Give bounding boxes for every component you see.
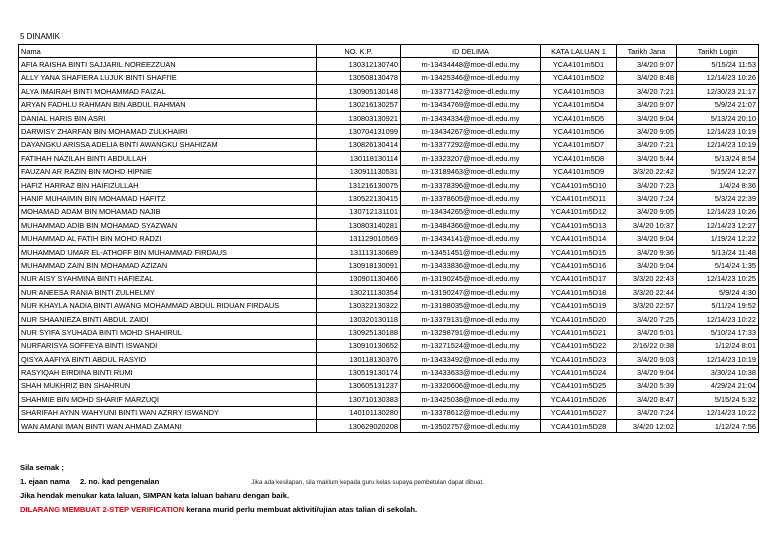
cell-id-delima: m-13434267@moe-dl.edu.my <box>401 125 541 138</box>
table-row <box>19 406 759 419</box>
student-table <box>18 44 759 433</box>
cell-no-kp: 130118130114 <box>317 152 401 165</box>
cell-no-kp: 130519130174 <box>317 366 401 379</box>
cell-tarikh-jana: 3/4/20 9:36 <box>617 245 677 258</box>
cell-id-delima: m-13434141@moe-dl.edu.my <box>401 232 541 245</box>
warning-2step: DILARANG MEMBUAT 2-STEP VERIFICATION <box>20 505 185 514</box>
table-row <box>19 232 759 245</box>
table-row <box>19 259 759 272</box>
notes-section <box>20 461 760 517</box>
table-row <box>19 245 759 258</box>
cell-tarikh-jana: 3/3/20 22:42 <box>617 165 677 178</box>
cell-nama: NUR AISY SYAHMINA BINTI HAFIEZAL <box>19 272 317 285</box>
cell-nama: NUR SHAANIEZA BINTI ABDUL ZAIDI <box>19 312 317 325</box>
cell-no-kp: 130918130091 <box>317 259 401 272</box>
cell-no-kp: 131216130075 <box>317 178 401 191</box>
cell-id-delima: m-13190247@moe-dl.edu.my <box>401 286 541 299</box>
cell-kata-laluan: YCA4101m5D16 <box>541 259 617 272</box>
cell-no-kp: 130901130466 <box>317 272 401 285</box>
cell-tarikh-login: 1/12/24 7:56 <box>677 419 759 432</box>
table-row <box>19 125 759 138</box>
cell-no-kp: 130508130478 <box>317 71 401 84</box>
cell-tarikh-login: 12/14/23 10:26 <box>677 205 759 218</box>
cell-id-delima: m-13378605@moe-dl.edu.my <box>401 192 541 205</box>
table-row <box>19 312 759 325</box>
cell-no-kp: 130803140281 <box>317 219 401 232</box>
cell-tarikh-login: 12/14/23 10:19 <box>677 352 759 365</box>
cell-no-kp: 131113130689 <box>317 245 401 258</box>
cell-tarikh-jana: 3/3/20 22:44 <box>617 286 677 299</box>
table-row <box>19 339 759 352</box>
cell-kata-laluan: YCA4101m5D19 <box>541 299 617 312</box>
cell-kata-laluan: YCA4101m5D2 <box>541 71 617 84</box>
table-row <box>19 219 759 232</box>
cell-id-delima: m-13377292@moe-dl.edu.my <box>401 138 541 151</box>
check-heading: Sila semak ; <box>20 463 64 472</box>
cell-nama: MUHAMMAD UMAR EL-ATHOFF BIN MUHAMMAD FIRDAUS <box>19 245 317 258</box>
cell-no-kp: 130905130148 <box>317 85 401 98</box>
cell-nama: SHAHMIE BIN MOHD SHARIF MARZUQI <box>19 393 317 406</box>
table-row <box>19 272 759 285</box>
cell-kata-laluan: YCA4101m5D14 <box>541 232 617 245</box>
cell-tarikh-jana: 3/4/20 9:05 <box>617 125 677 138</box>
table-row <box>19 111 759 124</box>
cell-id-delima: m-13323207@moe-dl.edu.my <box>401 152 541 165</box>
cell-nama: DARWISY ZHARFAN BIN MOHAMAD ZULKHAIRI <box>19 125 317 138</box>
header-no-kp: NO. K.P. <box>317 45 401 58</box>
table-row <box>19 58 759 71</box>
cell-tarikh-login: 12/14/23 10:25 <box>677 272 759 285</box>
cell-kata-laluan: YCA4101m5D10 <box>541 178 617 191</box>
cell-tarikh-login: 5/10/24 17:33 <box>677 326 759 339</box>
cell-tarikh-jana: 3/4/20 7:21 <box>617 138 677 151</box>
cell-tarikh-login: 5/14/24 1:35 <box>677 259 759 272</box>
cell-kata-laluan: YCA4101m5D27 <box>541 406 617 419</box>
cell-kata-laluan: YCA4101m5D9 <box>541 165 617 178</box>
cell-id-delima: m-13320606@moe-dl.edu.my <box>401 379 541 392</box>
cell-kata-laluan: YCA4101m5D11 <box>541 192 617 205</box>
cell-kata-laluan: YCA4101m5D26 <box>541 393 617 406</box>
cell-kata-laluan: YCA4101m5D15 <box>541 245 617 258</box>
cell-no-kp: 130211130354 <box>317 286 401 299</box>
cell-tarikh-jana: 2/16/22 0:38 <box>617 339 677 352</box>
cell-tarikh-jana: 3/4/20 7:25 <box>617 312 677 325</box>
cell-id-delima: m-13433836@moe-dl.edu.my <box>401 259 541 272</box>
cell-id-delima: m-13378612@moe-dl.edu.my <box>401 406 541 419</box>
cell-tarikh-login: 1/4/24 8:36 <box>677 178 759 191</box>
header-id-delima: ID DELIMA <box>401 45 541 58</box>
cell-nama: ALLY YANA SHAFIERA LUJUK BINTI SHAFI'IE <box>19 71 317 84</box>
check-item-name: 1. ejaan nama <box>20 477 70 486</box>
cell-tarikh-login: 5/13/24 20:10 <box>677 111 759 124</box>
table-row <box>19 152 759 165</box>
cell-tarikh-login: 5/13/24 11:48 <box>677 245 759 258</box>
cell-tarikh-jana: 3/4/20 9:04 <box>617 232 677 245</box>
class-title: 5 DINAMIK <box>20 32 61 41</box>
cell-nama: AFIA RAISHA BINTI SAJJARIL NOREEZZUAN <box>19 58 317 71</box>
cell-tarikh-jana: 3/4/20 7:21 <box>617 85 677 98</box>
cell-nama: NUR ANEESA RANIA BINTI ZULHELMY <box>19 286 317 299</box>
cell-nama: NUR KHAYLA NADIA BINTI AWANG MOHAMMAD ABDUL RIDUAN FIRDAUS <box>19 299 317 312</box>
cell-no-kp: 130826130414 <box>317 138 401 151</box>
cell-tarikh-jana: 3/4/20 12:02 <box>617 419 677 432</box>
cell-id-delima: m-13190245@moe-dl.edu.my <box>401 272 541 285</box>
cell-id-delima: m-13433633@moe-dl.edu.my <box>401 366 541 379</box>
table-row <box>19 379 759 392</box>
cell-kata-laluan: YCA4101m5D17 <box>541 272 617 285</box>
cell-id-delima: m-13377142@moe-dl.edu.my <box>401 85 541 98</box>
cell-tarikh-login: 4/29/24 21:04 <box>677 379 759 392</box>
cell-no-kp: 130118130376 <box>317 352 401 365</box>
table-row <box>19 178 759 191</box>
cell-tarikh-login: 12/14/23 10:26 <box>677 71 759 84</box>
cell-nama: QISYA AAFIYA BINTI ABDUL RASYID <box>19 352 317 365</box>
cell-tarikh-jana: 3/4/20 9:07 <box>617 58 677 71</box>
cell-id-delima: m-13484366@moe-dl.edu.my <box>401 219 541 232</box>
table-row <box>19 205 759 218</box>
cell-id-delima: m-13425038@moe-dl.edu.my <box>401 393 541 406</box>
cell-tarikh-login: 1/19/24 12:22 <box>677 232 759 245</box>
cell-no-kp: 130803130921 <box>317 111 401 124</box>
cell-no-kp: 130320130118 <box>317 312 401 325</box>
cell-tarikh-login: 5/13/24 8:54 <box>677 152 759 165</box>
cell-nama: MOHAMAD ADAM BIN MOHAMAD NAJIB <box>19 205 317 218</box>
cell-tarikh-login: 5/9/24 4:30 <box>677 286 759 299</box>
cell-kata-laluan: YCA4101m5D7 <box>541 138 617 151</box>
cell-kata-laluan: YCA4101m5D8 <box>541 152 617 165</box>
cell-tarikh-login: 12/14/23 10:22 <box>677 312 759 325</box>
table-row <box>19 192 759 205</box>
table-row <box>19 71 759 84</box>
cell-id-delima: m-13433492@moe-dl.edu.my <box>401 352 541 365</box>
cell-tarikh-login: 12/14/23 10:19 <box>677 138 759 151</box>
cell-no-kp: 140101130280 <box>317 406 401 419</box>
table-header-row <box>19 45 759 58</box>
cell-nama: SHAH MUKHRIZ BIN SHAHRUN <box>19 379 317 392</box>
header-tarikh-login: Tarikh Login <box>677 45 759 58</box>
cell-tarikh-jana: 3/4/20 9:04 <box>617 259 677 272</box>
cell-kata-laluan: YCA4101m5D25 <box>541 379 617 392</box>
table-row <box>19 352 759 365</box>
header-nama: Nama <box>19 45 317 58</box>
cell-id-delima: m-13271524@moe-dl.edu.my <box>401 339 541 352</box>
student-account-sheet <box>18 30 768 433</box>
cell-tarikh-jana: 3/4/20 7:24 <box>617 192 677 205</box>
password-note: Jika hendak menukar kata laluan, SIMPAN kata laluan baharu dengan baik. <box>20 491 290 500</box>
cell-kata-laluan: YCA4101m5D5 <box>541 111 617 124</box>
cell-no-kp: 130925130188 <box>317 326 401 339</box>
cell-tarikh-login: 3/30/24 10:38 <box>677 366 759 379</box>
table-row <box>19 393 759 406</box>
cell-tarikh-login: 5/11/24 19:52 <box>677 299 759 312</box>
table-row <box>19 326 759 339</box>
cell-tarikh-login: 12/14/23 12:27 <box>677 219 759 232</box>
cell-no-kp: 131129010569 <box>317 232 401 245</box>
cell-no-kp: 130910130652 <box>317 339 401 352</box>
cell-id-delima: m-13434334@moe-dl.edu.my <box>401 111 541 124</box>
cell-tarikh-login: 12/30/23 21:17 <box>677 85 759 98</box>
cell-nama: WAN AMANI IMAN BINTI WAN AHMAD ZAMANI <box>19 419 317 432</box>
cell-kata-laluan: YCA4101m5D20 <box>541 312 617 325</box>
cell-tarikh-jana: 3/4/20 9:04 <box>617 111 677 124</box>
cell-id-delima: m-13298791@moe-dl.edu.my <box>401 326 541 339</box>
table-row <box>19 138 759 151</box>
header-kata-laluan: KATA LALUAN 1 <box>541 45 617 58</box>
cell-kata-laluan: YCA4101m5D1 <box>541 58 617 71</box>
cell-no-kp: 130312130740 <box>317 58 401 71</box>
header-tarikh-jana: Tarikh Jana <box>617 45 677 58</box>
cell-kata-laluan: YCA4101m5D22 <box>541 339 617 352</box>
cell-kata-laluan: YCA4101m5D23 <box>541 352 617 365</box>
cell-tarikh-login: 5/15/24 11:53 <box>677 58 759 71</box>
cell-tarikh-jana: 3/3/20 22:57 <box>617 299 677 312</box>
cell-nama: HANIF MUHAIMIN BIN MOHAMAD HAFITZ <box>19 192 317 205</box>
cell-id-delima: m-13379131@moe-dl.edu.my <box>401 312 541 325</box>
table-row <box>19 165 759 178</box>
cell-kata-laluan: YCA4101m5D12 <box>541 205 617 218</box>
cell-nama: DANIAL HARIS BIN ASRI <box>19 111 317 124</box>
cell-tarikh-jana: 3/4/20 9:04 <box>617 366 677 379</box>
table-row <box>19 85 759 98</box>
cell-no-kp: 130911130531 <box>317 165 401 178</box>
cell-nama: MUHAMMAD ZAIN BIN MOHAMAD AZIZAN <box>19 259 317 272</box>
cell-no-kp: 130629020208 <box>317 419 401 432</box>
cell-id-delima: m-13451451@moe-dl.edu.my <box>401 245 541 258</box>
cell-nama: ARYAN FADHLU RAHMAN BIN ABDUL RAHMAN <box>19 98 317 111</box>
check-item-ic: 2. no. kad pengenalan <box>79 477 160 486</box>
cell-tarikh-login: 12/14/23 10:22 <box>677 406 759 419</box>
cell-tarikh-jana: 3/3/20 22:43 <box>617 272 677 285</box>
cell-no-kp: 130605131237 <box>317 379 401 392</box>
cell-kata-laluan: YCA4101m5D3 <box>541 85 617 98</box>
cell-nama: DAYANGKU ARISSA ADELIA BINTI AWANGKU SHAHIZAM <box>19 138 317 151</box>
cell-tarikh-login: 5/3/24 22:39 <box>677 192 759 205</box>
cell-id-delima: m-13434448@moe-dl.edu.my <box>401 58 541 71</box>
cell-kata-laluan: YCA4101m5D21 <box>541 326 617 339</box>
cell-kata-laluan: YCA4101m5D4 <box>541 98 617 111</box>
cell-no-kp: 130322130322 <box>317 299 401 312</box>
table-row <box>19 98 759 111</box>
cell-tarikh-login: 12/14/23 10:19 <box>677 125 759 138</box>
cell-kata-laluan: YCA4101m5D6 <box>541 125 617 138</box>
cell-nama: NURFARISYA SOFFEYA BINTI ISWANDI <box>19 339 317 352</box>
cell-no-kp: 130710130383 <box>317 393 401 406</box>
cell-nama: FAUZAN AR RAZIN BIN MOHD HIPNIE <box>19 165 317 178</box>
check-items <box>20 475 760 489</box>
cell-tarikh-jana: 3/4/20 9:05 <box>617 205 677 218</box>
cell-no-kp: 130704131099 <box>317 125 401 138</box>
cell-kata-laluan: YCA4101m5D28 <box>541 419 617 432</box>
cell-tarikh-jana: 3/4/20 5:39 <box>617 379 677 392</box>
cell-nama: FATIHAH NAZILAH BINTI ABDULLAH <box>19 152 317 165</box>
cell-tarikh-jana: 3/4/20 5:01 <box>617 326 677 339</box>
cell-kata-laluan: YCA4101m5D13 <box>541 219 617 232</box>
cell-id-delima: m-13434769@moe-dl.edu.my <box>401 98 541 111</box>
cell-tarikh-login: 1/12/24 8:01 <box>677 339 759 352</box>
cell-tarikh-jana: 3/4/20 9:07 <box>617 98 677 111</box>
cell-tarikh-login: 5/15/24 12:27 <box>677 165 759 178</box>
cell-kata-laluan: YCA4101m5D18 <box>541 286 617 299</box>
cell-nama: MUHAMMAD AL FATIH BIN MOHD RADZI <box>19 232 317 245</box>
table-row <box>19 419 759 432</box>
cell-id-delima: m-13434265@moe-dl.edu.my <box>401 205 541 218</box>
warning-reason: kerana murid perlu membuat aktiviti/ujian atas talian di sekolah. <box>184 505 418 514</box>
cell-id-delima: m-13425346@moe-dl.edu.my <box>401 71 541 84</box>
cell-nama: RASYIQAH EIRDINA BINTI RUMI <box>19 366 317 379</box>
table-row <box>19 366 759 379</box>
cell-id-delima: m-13378396@moe-dl.edu.my <box>401 178 541 191</box>
warning-line <box>20 503 760 517</box>
cell-tarikh-jana: 3/4/20 8:47 <box>617 393 677 406</box>
cell-tarikh-jana: 3/4/20 10:37 <box>617 219 677 232</box>
cell-tarikh-jana: 3/4/20 8:48 <box>617 71 677 84</box>
cell-tarikh-jana: 3/4/20 5:44 <box>617 152 677 165</box>
cell-nama: HAFIZ HARRAZ BIN HAIFIZULLAH <box>19 178 317 191</box>
cell-tarikh-jana: 3/4/20 7:23 <box>617 178 677 191</box>
cell-kata-laluan: YCA4101m5D24 <box>541 366 617 379</box>
cell-id-delima: m-13198035@moe-dl.edu.my <box>401 299 541 312</box>
cell-id-delima: m-13502757@moe-dl.edu.my <box>401 419 541 432</box>
cell-nama: MUHAMMAD ADIB BIN MOHAMAD SYAZWAN <box>19 219 317 232</box>
cell-tarikh-jana: 3/4/20 9:03 <box>617 352 677 365</box>
cell-no-kp: 130522130415 <box>317 192 401 205</box>
cell-nama: ALYA IMAIRAH BINTI MOHAMMAD FAIZAL <box>19 85 317 98</box>
cell-tarikh-jana: 3/4/20 7:24 <box>617 406 677 419</box>
table-row <box>19 299 759 312</box>
cell-nama: NUR SYIFA SYUHADA BINTI MOHD SHAHIRUL <box>19 326 317 339</box>
cell-id-delima: m-13189463@moe-dl.edu.my <box>401 165 541 178</box>
table-row <box>19 286 759 299</box>
correction-note: Jika ada kesilapan, sila maklum kepada guru kelas supaya pembetulan dapat dibuat. <box>251 479 484 486</box>
cell-nama: SHARIFAH AYNN WAHYUNI BINTI WAN AZRRY ISWANDY <box>19 406 317 419</box>
cell-tarikh-login: 5/15/24 5:32 <box>677 393 759 406</box>
cell-no-kp: 130216130257 <box>317 98 401 111</box>
cell-no-kp: 130712131101 <box>317 205 401 218</box>
cell-tarikh-login: 5/9/24 21:07 <box>677 98 759 111</box>
